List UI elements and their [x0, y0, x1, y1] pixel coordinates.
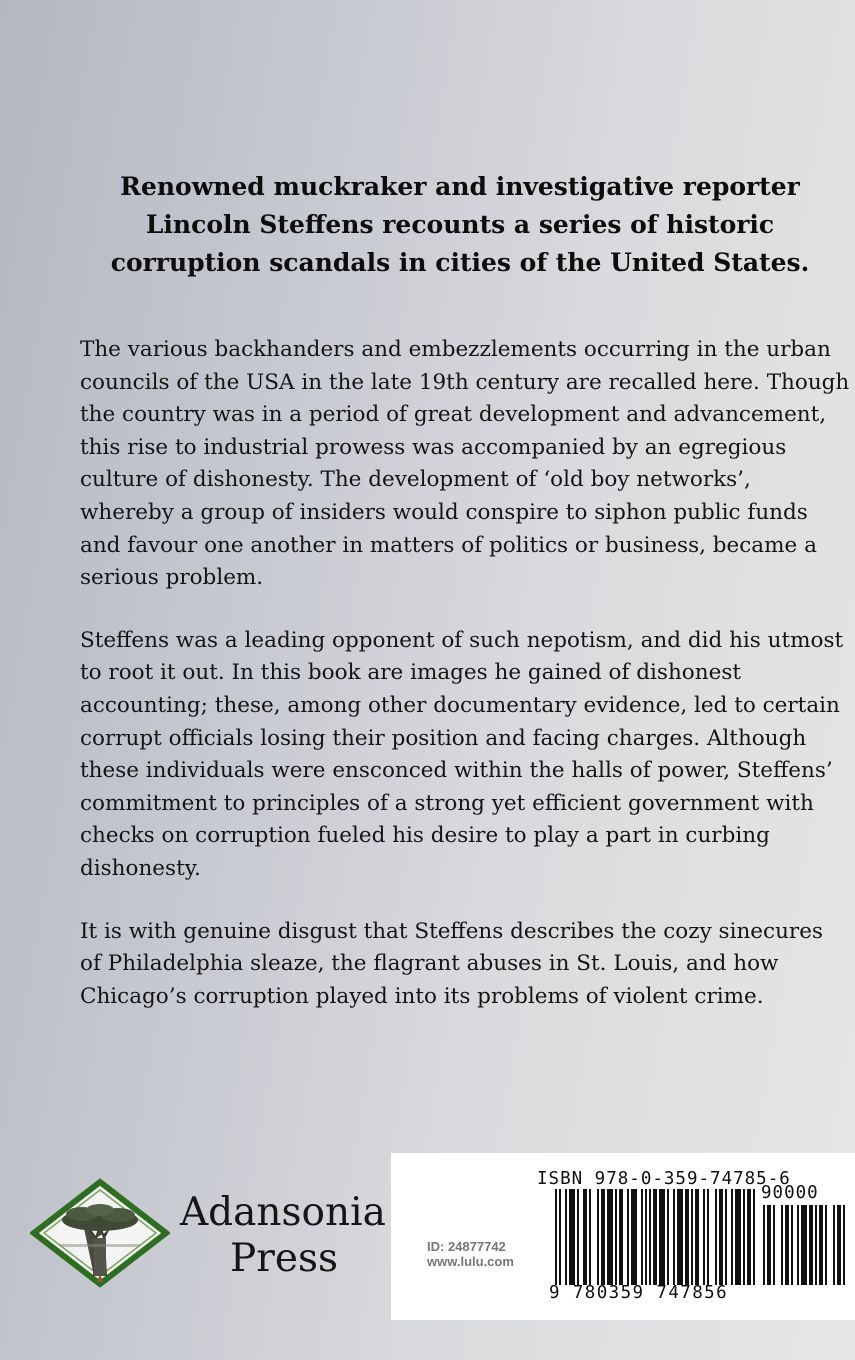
barcode-bar: [707, 1189, 709, 1285]
barcode-bar: [825, 1205, 827, 1285]
barcode-bar: [781, 1205, 783, 1285]
barcode-bar: [785, 1205, 789, 1285]
barcode-bar: [791, 1205, 793, 1285]
barcode-bar: [641, 1189, 643, 1285]
paragraph-1: The various backhanders and embezzlements occurring in the urban councils of the USA in the late 19th century are recalled here. Though the country was in a period of great development and advancement, this rise to industrial prowess was accompanied by an egregious culture of dishonesty. The development of ‘old boy networks’, whereby a group of insiders would conspire to siphon public funds and favour one another in matters of politics or business, became a serious problem.: [80, 337, 850, 591]
barcode-bar: [719, 1189, 723, 1285]
publisher-name: [180, 1190, 386, 1282]
barcode-bar: [801, 1205, 807, 1285]
barcode-bar: [653, 1189, 657, 1285]
description: [80, 334, 850, 1043]
barcode-bar: [615, 1189, 617, 1285]
barcode-bar: [601, 1189, 605, 1285]
barcode-bar: [597, 1189, 599, 1285]
barcode-bar: [559, 1189, 561, 1285]
barcode-bar: [659, 1189, 665, 1285]
barcode-bar: [753, 1189, 755, 1285]
barcode-bar: [555, 1189, 557, 1285]
barcode-panel: [391, 1153, 855, 1320]
barcode-bar: [631, 1189, 637, 1285]
barcode-bar: [577, 1189, 579, 1285]
barcode-bar: [819, 1205, 823, 1285]
barcode-bar: [773, 1205, 775, 1285]
barcode-bar: [667, 1189, 669, 1285]
publisher-name-line2: Press: [230, 1236, 338, 1281]
barcode-bar: [763, 1205, 765, 1285]
printer-id: ID: 24877742: [427, 1239, 506, 1254]
barcode-bar: [767, 1205, 771, 1285]
publisher-name-line1: Adansonia: [180, 1190, 386, 1235]
barcode-bar: [833, 1205, 835, 1285]
tagline: Renowned muckraker and investigative reporter Lincoln Steffens recounts a series of historic corruption scandals in cities of the United States.: [110, 172, 810, 277]
ean-barcode: [555, 1189, 755, 1285]
baobab-tree-icon: [30, 1178, 170, 1288]
barcode-bar: [747, 1189, 751, 1285]
barcode-bar: [673, 1189, 675, 1285]
printer-website: www.lulu.com: [427, 1254, 514, 1269]
barcode-bar: [645, 1189, 647, 1285]
paragraph-3: It is with genuine disgust that Steffens describes the cozy sinecures of Philadelphia sleaze, the flagrant abuses in St. Louis, and how Chicago’s corruption played into its problems of violent crime.: [80, 918, 823, 1009]
barcode-bar: [815, 1205, 817, 1285]
barcode-bar: [735, 1189, 741, 1285]
barcode-bar: [703, 1189, 705, 1285]
barcode-bar: [725, 1189, 727, 1285]
barcode-bar: [837, 1205, 841, 1285]
barcode-bar: [809, 1205, 813, 1285]
paragraph-2: Steffens was a leading opponent of such nepotism, and did his utmost to root it out. In this book are images he gained of dishonest accounting; these, among other documentary evidence, led to certain corrupt officials losing their position and facing charges. Although these individuals were ensconced within the halls of power, Steffens’ commitment to principles of a strong yet efficient government with checks on corruption fueled his desire to play a part in curbing dishonesty.: [80, 627, 844, 881]
price-addon-barcode: [763, 1205, 855, 1285]
barcode-bar: [607, 1189, 613, 1285]
barcode-bar: [731, 1189, 733, 1285]
barcode-bar: [843, 1205, 845, 1285]
publisher-block: [30, 1178, 390, 1288]
isbn-text: ISBN 978-0-359-74785-6: [537, 1169, 791, 1189]
barcode-bar: [797, 1205, 799, 1285]
barcode-bar: [677, 1189, 683, 1285]
ean-digits: 9 780359 747856: [549, 1283, 729, 1303]
barcode-bar: [583, 1189, 587, 1285]
price-code: 90000: [761, 1183, 819, 1203]
printer-info: [427, 1239, 514, 1269]
barcode-bar: [569, 1189, 575, 1285]
barcode-bar: [685, 1189, 689, 1285]
barcode-bar: [589, 1189, 591, 1285]
barcode-bar: [715, 1189, 717, 1285]
barcode-bar: [743, 1189, 745, 1285]
barcode-bar: [695, 1189, 699, 1285]
barcode-bar: [691, 1189, 693, 1285]
barcode-bar: [565, 1189, 567, 1285]
barcode-bar: [627, 1189, 629, 1285]
barcode-bar: [619, 1189, 623, 1285]
barcode-bar: [649, 1189, 651, 1285]
